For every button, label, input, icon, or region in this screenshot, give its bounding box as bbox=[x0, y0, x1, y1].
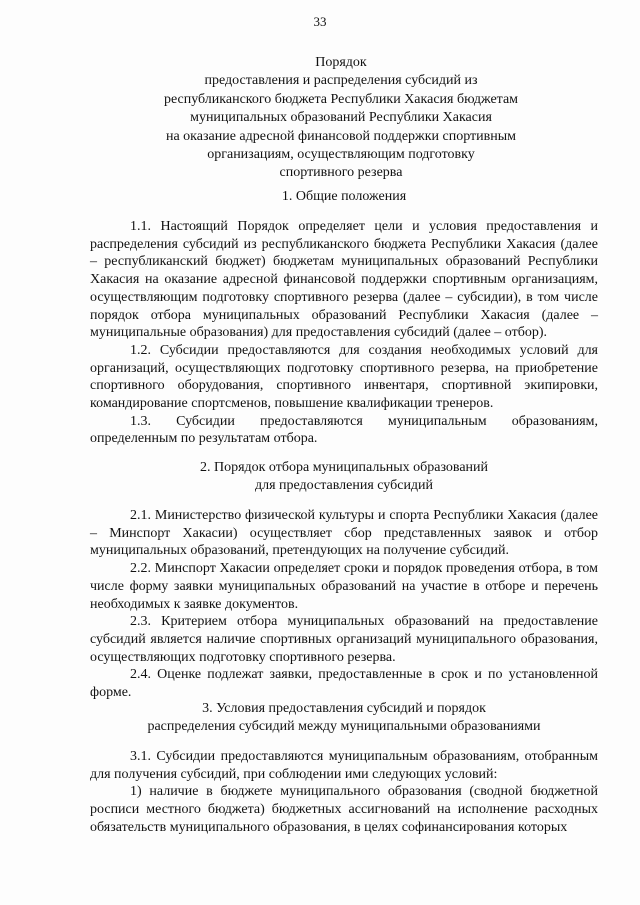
section-1-body bbox=[90, 218, 598, 448]
paragraph-3-1-item-1: 1) наличие в бюджете муниципального образования (сводной бюджетной росписи местного бюджета) бюджетных ассигнований на исполнение расходных обязательств муниципального образования, в целях софинансирования которых bbox=[90, 784, 598, 835]
title-line: республиканского бюджета Республики Хакасия бюджетам bbox=[163, 91, 519, 107]
heading-line: для предоставления субсидий bbox=[254, 477, 434, 493]
paragraph-2-2: 2.2. Минспорт Хакасии определяет сроки и порядок проведения отбора, в том числе форму заявки муниципальных образований на участие в отборе и перечень необходимых к заявке документов. bbox=[90, 561, 598, 612]
section-3-heading bbox=[90, 700, 598, 735]
heading-line: распределения субсидий между муниципальными образованиями bbox=[147, 718, 541, 734]
section-3-body bbox=[90, 748, 598, 837]
heading-line: 3. Условия предоставления субсидий и порядок bbox=[202, 701, 486, 716]
title-line: организациям, осуществляющим подготовку bbox=[207, 147, 475, 163]
title-line: на оказание адресной финансовой поддержки спортивным bbox=[165, 128, 517, 144]
paragraph-2-1: 2.1. Министерство физической культуры и спорта Республики Хакасия (далее – Минспорт Хакасии) осуществляет сбор представленных заявок и отбор муниципальных образований, претендующих на получение субсидий. bbox=[90, 508, 598, 559]
heading-line: 2. Порядок отбора муниципальных образований bbox=[199, 460, 489, 475]
page-number: 33 bbox=[313, 14, 327, 29]
section-1-heading bbox=[90, 188, 598, 206]
paragraph-3-1: 3.1. Субсидии предоставляются муниципальным образованиям, отобранным для получения субсидий, при соблюдении ими следующих условий: bbox=[90, 749, 598, 782]
heading-line: 1. Общие положения bbox=[281, 189, 407, 204]
paragraph-1-2: 1.2. Субсидии предоставляются для создания необходимых условий для организаций, осуществляющих подготовку спортивного резерва, на приобретение спортивного оборудования, спортивного инвентаря, спортивной экипировки, командирование спортсменов, повышение квалификации тренеров. bbox=[90, 342, 598, 412]
title-line: муниципальных образований Республики Хакасия bbox=[190, 110, 492, 126]
paragraph-1-3: 1.3. Субсидии предоставляются муниципальным образованиям, определенным по результатам отбора. bbox=[90, 413, 598, 447]
section-2-body bbox=[90, 507, 598, 702]
title-line: Порядок bbox=[315, 55, 367, 70]
document-title bbox=[90, 54, 592, 183]
paragraph-2-4: 2.4. Оценке подлежат заявки, предоставленные в срок и по установленной форме. bbox=[90, 667, 598, 701]
title-line: спортивного резерва bbox=[279, 165, 403, 181]
title-line: предоставления и распределения субсидий из bbox=[204, 73, 478, 89]
paragraph-1-1: 1.1. Настоящий Порядок определяет цели и условия предоставления и распределения субсидий из республиканского бюджета Республики Хакасия (далее – республиканский бюджет) бюджетам муниципальных образований Республики Хакасия на оказание адресной финансовой поддержки спортивным организациям, осуществляющим подготовку спортивного резерва (далее – субсидии), в том числе порядок отбора муниципальных образований Республики Хакасия (далее – муниципальные образования) для предоставления субсидий (далее – отбор). bbox=[90, 219, 598, 341]
section-2-heading bbox=[90, 459, 598, 494]
paragraph-2-3: 2.3. Критерием отбора муниципальных образований на предоставление субсидий является наличие спортивных организаций муниципального образования, осуществляющих подготовку спортивного резерва. bbox=[90, 614, 598, 665]
